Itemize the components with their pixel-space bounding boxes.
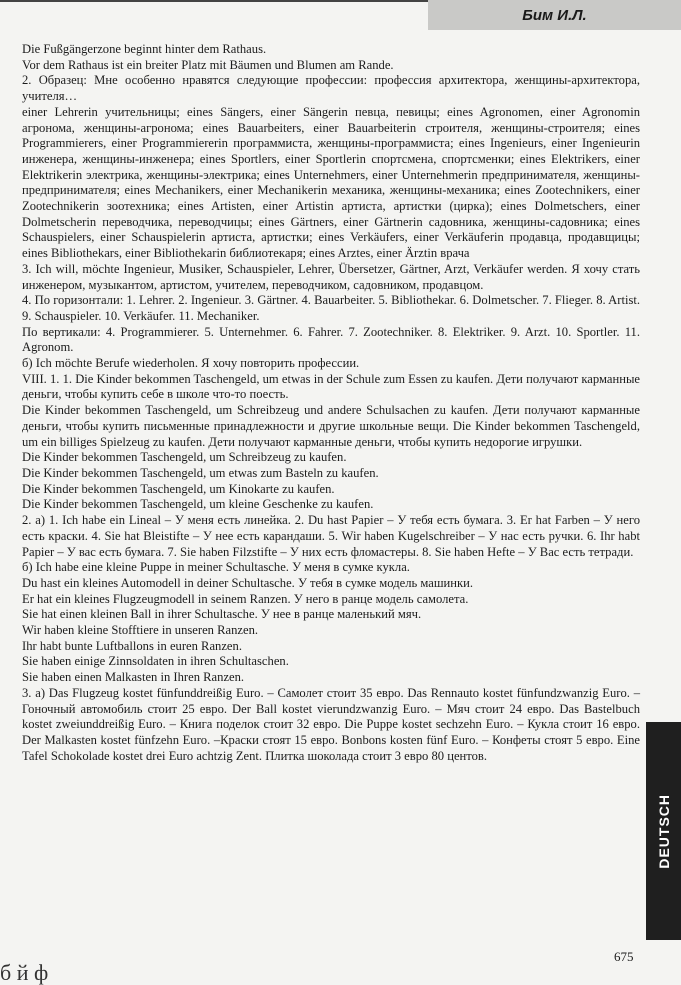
- text-line: 4. По горизонтали: 1. Lehrer. 2. Ingenieur. 3. Gärtner. 4. Bauarbeiter. 5. Bibliothekar. 6. Dolmetscher. 7. Flieger. 8. Artist. 9. Schauspieler. 10. Verkäufer. 11. Mechaniker.: [22, 293, 640, 323]
- text-line: Er hat ein kleines Flugzeugmodell in seinem Ranzen. У него в ранце модель самолета.: [22, 591, 469, 606]
- text-line: 2. а) 1. Ich habe ein Lineal – У меня есть линейка. 2. Du hast Papier – У тебя есть бумага. 3. Er hat Farben – У него есть краски. 4. Sie hat Bleistifte – У нее есть карандаши. 5. Wir haben Kugelschreiber – У нас есть ручки. 6. Ihr habt Papier – У вас есть бумага. 7. Sie haben Filzstifte – У них есть фломастеры. 8. Sie haben Hefte – У Вас есть тетради.: [22, 513, 640, 559]
- text-line: Vor dem Rathaus ist ein breiter Platz mit Bäumen und Blumen am Rande.: [22, 57, 394, 72]
- language-tab: [646, 722, 681, 940]
- text-line: Du hast ein kleines Automodell in deiner Schultasche. У тебя в сумке модель машинки.: [22, 575, 474, 590]
- text-line: 2. Образец: Мне особенно нравятся следующие профессии: профессия архитектора, женщины-архитектора, учителя…: [22, 73, 640, 104]
- main-text: [22, 42, 640, 764]
- text-line: Die Fußgängerzone beginnt hinter dem Rathaus.: [22, 42, 267, 56]
- text-line: б) Ich habe eine kleine Puppe in meiner Schultasche. У меня в сумке кукла.: [22, 560, 410, 575]
- language-tab-label: DEUTSCH: [655, 793, 672, 869]
- page-number: 675: [614, 949, 634, 964]
- text-line: Die Kinder bekommen Taschengeld, um Kinokarte zu kaufen.: [22, 481, 335, 496]
- text-line: Wir haben kleine Stofftiere in unseren Ranzen.: [22, 623, 259, 638]
- text-line: Sie haben einen Malkasten in Ihren Ranzen.: [22, 670, 245, 685]
- text-line: einer Lehrerin учительницы; eines Sängers, einer Sängerin певца, певицы; eines Agronomen, einer Agronomin агронома, женщины-агронома; eines Bauarbeiters, einer Bauarbeiterin строителя, женщины-строителя; eines Programmierers, einer Programmiererin программиста, женщины-программиста; eines Ingenieurs, einer Ingenieurin инженера, женщины-инженера; eines Sportlers, einer Sportlerin спортсмена, спортсменки; eines Elektrikers, einer Elektrikerin электрика, женщины-электрика; eines Unternehmers, einer Unternehmerin предпринимателя, женщины-предпринимателя; eines Mechanikers, einer Mechanikerin механика, женщины-механика; eines Zootechnikers, einer Zootechnikerin зоотехника; eines Artisten, einer Artistin артиста, артистки (цирка); eines Dolmetschers, einer Dolmetscherin переводчика, переводчицы; eines Gärtners, einer Gärtnerin садовника, женщины-садовника; eines Schauspielers, einer Schauspielerin артиста, артистки; eines Verkäufers, einer Verkäuferin продавца, продавщицы; eines Bibliothekars, einer Bibliothekarin библиотекаря; eines Arztes, einer Ärztin врача: [22, 104, 640, 261]
- cropped-next-line: б й ф: [0, 960, 49, 985]
- author-label: Бим И.Л.: [428, 0, 681, 30]
- text-line: Ihr habt bunte Luftballons in euren Ranzen.: [22, 638, 242, 653]
- text-line: По вертикали: 4. Programmierer. 5. Unternehmer. 6. Fahrer. 7. Zootechniker. 8. Elektriker. 9. Arzt. 10. Sportler. 11. Agronom.: [22, 324, 640, 355]
- text-line: 3. а) Das Flugzeug kostet fünfunddreißig Euro. – Самолет стоит 35 евро. Das Rennauto kostet fünfundzwanzig Euro. – Гоночный автомобиль стоит 25 евро. Der Ball kostet vierundzwanzig Euro. – Мяч стоит 24 евро. Das Bastelbuch kostet zweiunddreißig Euro. – Книга поделок стоит 32 евро. Die Puppe kostet sechzehn Euro. – Кукла стоит 16 евро. Der Malkasten kostet fünfzehn Euro. –Краски стоят 15 евро. Bonbons kosten fünf Euro. – Конфеты стоят 5 евро. Eine Tafel Schokolade kostet drei Euro achtzig Zent. Плитка шоколада стоит 3 евро 80 центов.: [22, 685, 640, 763]
- text-line: Die Kinder bekommen Taschengeld, um Schreibzeug zu kaufen.: [22, 450, 347, 465]
- text-line: Die Kinder bekommen Taschengeld, um Schreibzeug und andere Schulsachen zu kaufen. Дети получают карманные деньги, чтобы купить письменные принадлежности и другие школьные вещи. Die Kinder bekommen Taschengeld, um ein billiges Spielzeug zu kaufen. Дети получают карманные деньги, чтобы купить недорогие игрушки.: [22, 403, 640, 449]
- text-line: Sie haben einige Zinnsoldaten in ihren Schultaschen.: [22, 654, 289, 669]
- text-line: 3. Ich will, möchte Ingenieur, Musiker, Schauspieler, Lehrer, Übersetzer, Gärtner, Arzt, Verkäufer werden. Я хочу стать инженером, музыкантом, артистом, учителем, переводчиком, садовником, продавцом.: [22, 261, 640, 292]
- text-line: VIII. 1. 1. Die Kinder bekommen Taschengeld, um etwas in der Schule zum Essen zu kaufen. Дети получают карманные деньги, чтобы купить себе в школе что-то поесть.: [22, 371, 640, 402]
- text-line: Sie hat einen kleinen Ball in ihrer Schultasche. У нее в ранце маленький мяч.: [22, 607, 422, 622]
- text-line: Die Kinder bekommen Taschengeld, um kleine Geschenke zu kaufen.: [22, 497, 374, 512]
- page-header: [0, 0, 681, 30]
- text-line: б) Ich möchte Berufe wiederholen. Я хочу повторить профессии.: [22, 356, 360, 371]
- text-line: Die Kinder bekommen Taschengeld, um etwas zum Basteln zu kaufen.: [22, 465, 379, 480]
- header-rule: [0, 0, 430, 8]
